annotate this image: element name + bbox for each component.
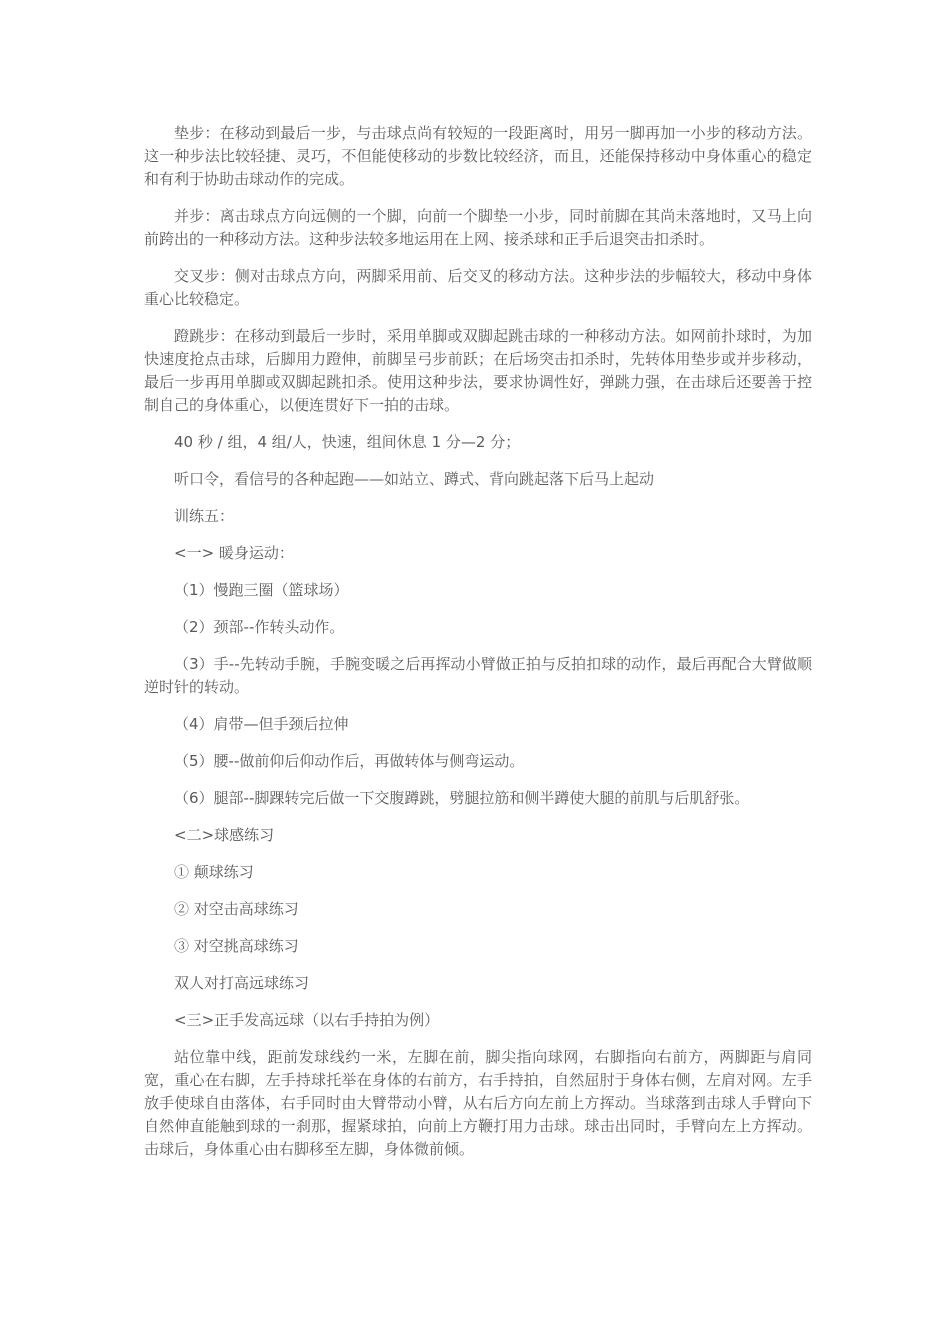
list-item-warmup-4: （4）肩带—但手颈后拉伸 bbox=[174, 715, 349, 733]
section-forehand-serve: <三>正手发高远球（以右手持拍为例） bbox=[174, 1011, 440, 1029]
list-item-warmup-6: （6）腿部--脚踝转完后做一下交腹蹲跳，劈腿拉筋和侧半蹲使大腿的前肌与后肌舒张。 bbox=[174, 789, 750, 807]
document-body bbox=[144, 122, 812, 1175]
list-item-ball-feel-2: ② 对空击高球练习 bbox=[174, 900, 299, 918]
list-item-ball-feel-1: ① 颠球练习 bbox=[174, 863, 254, 881]
section-warmup: <一> 暖身运动： bbox=[174, 544, 294, 562]
paragraph-forehand-serve: 站位靠中线，距前发球线约一米，左脚在前，脚尖指向球网，右脚指向右前方，两脚距与肩同宽，重心在右脚，左手持球托举在身体的右前方，右手持拍，自然屈肘于身体右侧，左肩对网。左手放手使球自由落体，右手同时由大臂带动小臂，从右后方向左前上方挥动。当球落到击球人手臂向下自然伸直能触到球的一刹那，握紧球拍，向前上方鞭打用力击球。球击出同时，手臂向左上方挥动。击球后，身体重心由右脚移至左脚，身体微前倾。 bbox=[144, 1048, 812, 1158]
section-ball-feel: <二>球感练习 bbox=[174, 826, 275, 844]
list-item-warmup-3: （3）手--先转动手腕，手腕变暖之后再挥动小臂做正拍与反拍扣球的动作，最后再配合大臂做顺逆时针的转动。 bbox=[144, 655, 812, 696]
paragraph-dianbu: 垫步：在移动到最后一步，与击球点尚有较短的一段距离时，用另一脚再加一小步的移动方法。这一种步法比较轻捷、灵巧，不但能使移动的步数比较经济，而且，还能保持移动中身体重心的稳定和有利于协助击球动作的完成。 bbox=[144, 124, 812, 188]
list-item-warmup-1: （1）慢跑三圈（篮球场） bbox=[174, 581, 349, 599]
paragraph-dengtiaobu: 蹬跳步：在移动到最后一步时，采用单脚或双脚起跳击球的一种移动方法。如网前扑球时，为加快速度抢点击球，后脚用力蹬伸，前脚呈弓步前跃；在后场突击扣杀时，先转体用垫步或并步移动，最后一步再用单脚或双脚起跳扣杀。使用这种步法，要求协调性好，弹跳力强，在击球后还要善于控制自己的身体重心，以便连贯好下一拍的击球。 bbox=[144, 327, 812, 414]
paragraph-bingbu: 并步：离击球点方向远侧的一个脚，向前一个脚垫一小步，同时前脚在其尚未落地时，又马上向前跨出的一种移动方法。这种步法较多地运用在上网、接杀球和正手后退突击扣杀时。 bbox=[144, 207, 812, 248]
paragraph-pair-clear: 双人对打高远球练习 bbox=[174, 974, 310, 992]
paragraph-training-set: 40 秒 / 组，4 组/人，快速，组间休息 1 分—2 分； bbox=[174, 433, 521, 451]
list-item-ball-feel-3: ③ 对空挑高球练习 bbox=[174, 937, 299, 955]
section-title-training-five: 训练五： bbox=[174, 507, 235, 525]
list-item-warmup-2: （2）颈部--作转头动作。 bbox=[174, 618, 345, 636]
list-item-warmup-5: （5）腰--做前仰后仰动作后，再做转体与侧弯运动。 bbox=[174, 752, 525, 770]
paragraph-start-drill: 听口令，看信号的各种起跑——如站立、蹲式、背向跳起落下后马上起动 bbox=[174, 470, 655, 488]
paragraph-jiaochabu: 交叉步：侧对击球点方向，两脚采用前、后交叉的移动方法。这种步法的步幅较大，移动中身体重心比较稳定。 bbox=[144, 267, 812, 308]
